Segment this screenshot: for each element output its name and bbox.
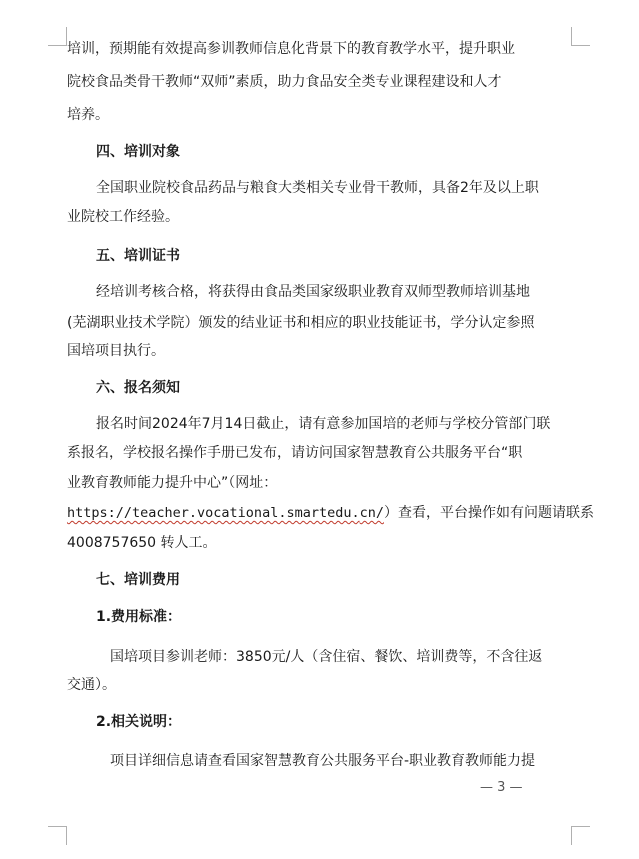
url-line: [67, 503, 594, 523]
paragraph-line: (芜湖职业技术学院）颁发的结业证书和相应的职业技能证书，学分认定参照: [67, 315, 535, 331]
paragraph-line: 项目详细信息请查看国家智慧教育公共服务平台-职业教育教师能力提: [110, 753, 536, 769]
paragraph-line: 报名时间2024年7月14日截止，请有意参加国培的老师与学校分管部门联: [96, 416, 551, 432]
page-corner-mark-top-right: [571, 27, 590, 46]
paragraph-line: 院校食品类骨干教师“双师”素质，助力食品安全类专业课程建设和人才: [67, 74, 502, 90]
paragraph-line: 培养。: [67, 107, 109, 123]
paragraph-line: 交通）。: [67, 677, 116, 693]
website-url-link[interactable]: https://teacher.vocational.smartedu.: [67, 505, 360, 521]
page-number: — 3 —: [480, 780, 523, 795]
page-corner-mark-top-left: [48, 27, 67, 46]
website-url-link-end[interactable]: cn/: [359, 505, 384, 521]
subsection-heading: 2.相关说明：: [96, 714, 182, 730]
page-corner-mark-bottom-right: [571, 826, 590, 845]
page-corner-mark-bottom-left: [48, 826, 67, 845]
paragraph-line: 4008757650 转人工。: [67, 535, 217, 551]
subsection-heading: 1.费用标准：: [96, 609, 182, 625]
section-heading: 六、报名须知: [96, 380, 180, 396]
paragraph-line: 业院校工作经验。: [67, 209, 179, 225]
section-heading: 四、培训对象: [96, 144, 180, 160]
paragraph-line: 国培项目执行。: [67, 343, 165, 359]
url-trailing-text: ）查看，平台操作如有问题请联系: [384, 505, 594, 521]
section-heading: 七、培训费用: [96, 572, 180, 588]
paragraph-line: 经培训考核合格，将获得由食品类国家级职业教育双师型教师培训基地: [96, 284, 530, 300]
section-heading: 五、培训证书: [96, 248, 180, 264]
paragraph-line: 国培项目参训老师：3850元/人（含住宿、餐饮、培训费等，不含往返: [110, 649, 543, 665]
paragraph-line: 业教育教师能力提升中心”（网址：: [67, 475, 278, 491]
paragraph-line: 培训，预期能有效提高参训教师信息化背景下的教育教学水平，提升职业: [67, 41, 515, 57]
paragraph-line: 全国职业院校食品药品与粮食大类相关专业骨干教师，具备2年及以上职: [96, 180, 539, 196]
paragraph-line: 系报名，学校报名操作手册已发布，请访问国家智慧教育公共服务平台“职: [67, 445, 523, 461]
